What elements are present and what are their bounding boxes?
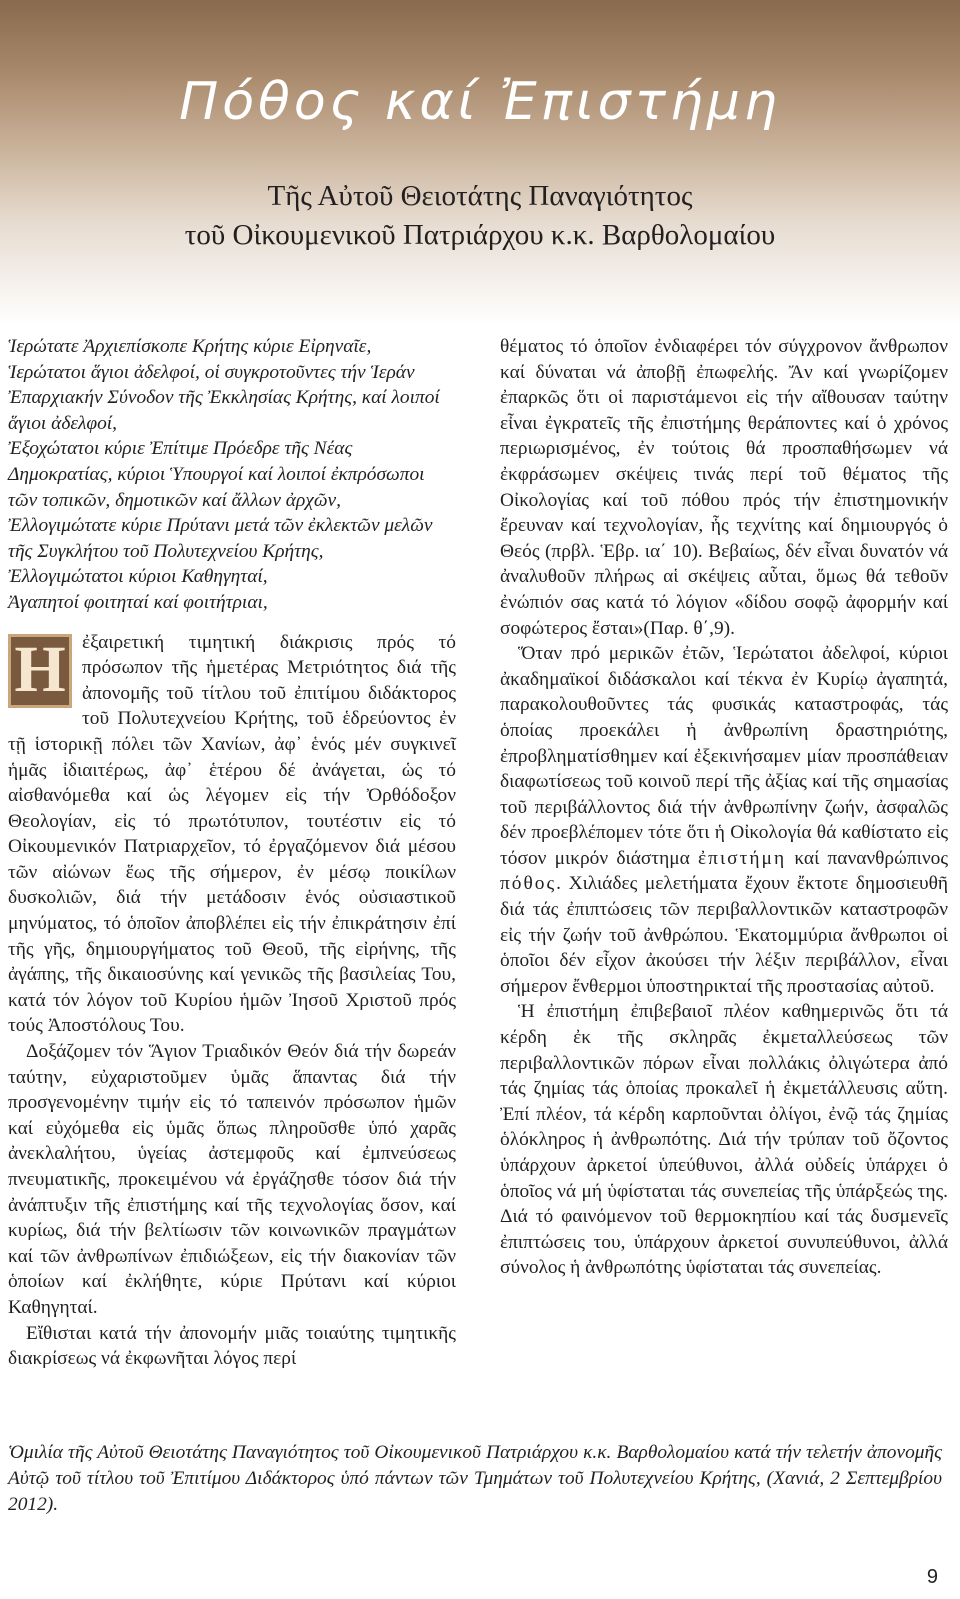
drop-cap: Η [8,634,72,708]
greeting-line: Ἱερώτατοι ἅγιοι ἀδελφοί, οἱ συγκροτοῦντες τήν Ἱεράν Ἐπαρχιακήν Σύνοδον τῆς Ἐκκλησίας Κρήτης, καί λοιποί ἅγιοι ἀδελφοί, [8,361,440,434]
page-number: 9 [926,1566,938,1588]
right-column [500,334,948,1281]
paragraph-text: . Χιλιάδες μελετήματα ἔχουν ἔκτοτε δημοσιευθῆ διά τάς ἐπιπτώσεις τῶν περιβαλλοντικῶν καταστροφῶν εἰς τήν ζωήν τοῦ ἀνθρώπου. Ἑκατομμύρια ἄνθρωποι οἱ ὁποῖοι δέν εἶχον ἀκούσει τήν λέξιν περιβάλλον, εἶναι σήμερον ἔνθερμοι ὑποστηρικταί τῆς προστασίας αὐτοῦ. [500,873,948,997]
emphasis-word: πόθος [500,873,557,895]
page-title: Πόθος καί Ἐπιστήμη [179,72,781,132]
greeting-line: Ἐλλογιμώτατοι κύριοι Καθηγηταί, [8,566,268,588]
body-paragraph [500,641,948,999]
greeting-line: Ἐξοχώτατοι κύριε Ἐπίτιμε Πρόεδρε τῆς Νέας Δημοκρατίας, κύριοι Ὑπουργοί καί λοιποί ἐκπρόσωποι τῶν τοπικῶν, δημοτικῶν καί ἄλλων ἀρχῶν, [8,438,425,511]
body-paragraph: Εἴθισται κατά τήν ἀπονομήν μιᾶς τοιαύτης τιμητικῆς διακρίσεως νά ἐκφωνῆται λόγος περί [8,1322,456,1370]
greeting-line: Ἀγαπητοί φοιτηταί καί φοιτήτριαι, [8,591,268,613]
subtitle-line-2: τοῦ Οἰκουμενικοῦ Πατριάρχου κ.κ. Βαρθολομαίου [184,219,776,251]
header-banner [0,0,960,325]
body-paragraph: Δοξάζομεν τόν Ἅγιον Τριαδικόν Θεόν διά τήν δωρεάν ταύτην, εὐχαριστοῦμεν ὑμᾶς ἅπαντας διά τήν προσγενομένην τιμήν εἰς τό ταπεινόν πρόσωπον ἡμῶν καί εὐχόμεθα εἰς ὑμᾶς ὅπως πληροῦσθε ὑπό χαρᾶς ἀνεκλαλήτου, ὑγείας ἀστεμφοῦς καί ἐμπνεύσεως πνευματικῆς, προκειμένου νά ἐργάζησθε τόσον διά τήν ἀνάπτυξιν τῆς ἐπιστήμης καί τῆς τεχνολογίας ὅσον, καί κυρίως, διά τήν βελτίωσιν τῶν κοινωνικῶν πραγμάτων καί τῶν ἀνθρωπίνων ἐπιδιώξεων, εἰς τήν διακονίαν τῶν ὁποίων καί ἐκλήθητε, κύριε Πρύτανι καί κύριοι Καθηγηταί. [8,1041,456,1318]
paragraph-text: ἐξαιρετική τιμητική διάκρισις πρός τό πρόσωπον τῆς ἡμετέρας Μετριότητος διά τῆς ἀπονομῆς τοῦ τίτλου τοῦ ἐπιτίμου διδάκτορος τοῦ Πολυτεχνείου Κρήτης, τοῦ ἑδρεύοντος ἐν τῇ ἱστορικῇ πόλει τῶν Χανίων, ἀφ᾽ ἑνός μέν συγκινεῖ ἡμᾶς ἰδιαιτέρως, ἀφ᾽ ἑτέρου δέ ἀνάγεται, ὡς τό αἰσθανόμεθα καί ὡς λέγομεν εἰς τήν Ὀρθόδοξον Θεολογίαν, εἰς τό πρωτότυπον, τουτέστιν εἰς τό Οἰκουμενικόν Πατριαρχεῖον, τό ἐργαζόμενον διά μέσου τῶν αἰώνων ἕως τῆς σήμερον, ἐν μέσῳ ποικίλων δυσκολιῶν, διά τήν μετάδοσιν ἑνός οὐσιαστικοῦ μηνύματος, τό ὁποῖον ἀποβλέπει εἰς τήν ἐπικράτησιν ἐπί τῆς γῆς, δημιουργήματος τοῦ Θεοῦ, τῆς εἰρήνης, τῆς ἀγάπης, τῆς δικαιοσύνης καί γενικῶς τῆς βασιλείας Του, κατά τόν λόγον τοῦ Κυρίου ἡμῶν Ἰησοῦ Χριστοῦ πρός τούς Ἀποστόλους Του. [8,631,456,1037]
subtitle-line-1: Τῆς Αὐτοῦ Θειοτάτης Παναγιότητος [267,180,693,212]
body-paragraph: θέματος τό ὁποῖον ἐνδιαφέρει τόν σύγχρονον ἄνθρωπον καί δύναται νά ἀποβῇ ἐπωφελής. Ἄν καί γνωρίζομεν ἐπαρκῶς ὅτι οἱ παριστάμενοι εἰς τήν αἴθουσαν ταύτην εἶναι ἐγκρατεῖς τῆς ἐπιστήμης θεράποντες καί ὁ χρόνος περιωρισμένος, ἐν τούτοις θά προσπαθήσωμεν νά ἐκφράσωμεν σκέψεις τινάς περί τοῦ θέματος τῆς Οἰκολογίας καί τοῦ πόθου πρός τήν ἐπιστημονικήν ἔρευναν καί τεχνολογίαν, ἧς τεχνίτης καί δημιουργός ὁ Θεός (πρβλ. Ἑβρ. ια΄ 10). Βεβαίως, δέν εἶναι δυνατόν νά ἀναλυθοῦν πλήρως αἱ σκέψεις αὗται, ὅμως θά τεθοῦν ἐνώπιόν σας κατά τό λόγιον «δίδου σοφῷ ἀφορμήν καί σοφώτερος ἔσται»(Παρ. θ΄,9). [500,336,948,639]
greeting-line: Ἐλλογιμώτατε κύριε Πρύτανι μετά τῶν ἐκλεκτῶν μελῶν τῆς Συγκλήτου τοῦ Πολυτεχνείου Κρήτης, [8,515,433,562]
body-paragraph [8,630,456,1040]
paragraph-text: Ὅταν πρό μερικῶν ἐτῶν, Ἱερώτατοι ἀδελφοί, κύριοι ἀκαδημαϊκοί διδάσκαλοι καί τέκνα ἐν Κυρίῳ ἀγαπητά, παρακολουθοῦντες τάς φυσικάς καταστροφάς, τάς ὁποίας προεκάλει ἡ ἀνθρωπίνη δραστηριότης, ἐπροβληματίσθημεν καί ἐξεκινήσαμεν μίαν προσπάθειαν διαφωτίσεως τοῦ κοινοῦ περί τῆς ἀξίας καί τῆς σημασίας τοῦ περιβάλλοντος διά τήν ἀνθρωπίνην ζωήν, ἀσφαλῶς δέν προεβλέπομεν τότε ὅτι ἡ Οἰκολογία θά καθίστατο εἰς τόσον μικρόν διάστημα [500,643,948,869]
paragraph-text: καί πανανθρώπινος [794,847,949,869]
greeting-line: Ἱερώτατε Ἀρχιεπίσκοπε Κρήτης κύριε Εἰρηναῖε, [8,336,372,357]
emphasis-word: ἐπιστήμη [698,847,787,869]
footer-caption: Ὁμιλία τῆς Αὐτοῦ Θειοτάτης Παναγιότητος τοῦ Οἰκουμενικοῦ Πατριάρχου κ.κ. Βαρθολομαίου κατά τήν τελετήν ἀπονομῆς Αὐτῷ τοῦ τίτλου τοῦ Ἐπιτίμου Διδάκτορος ὑπό πάντων τῶν Τμημάτων τοῦ Πολυτεχνείου Κρήτης, (Χανιά, 2 Σεπτεμβρίου 2012). [8,1442,942,1515]
left-column [8,334,456,1372]
body-paragraph: Ἡ ἐπιστήμη ἐπιβεβαιοῖ πλέον καθημερινῶς ὅτι τά κέρδη ἐκ τῆς σκληρᾶς ἐκμεταλλεύσεως τῶν περιβαλλοντικῶν πόρων εἶναι πολλάκις ὀλιγώτερα ἀπό τάς ζημίας τάς ὁποίας προκαλεῖ ἡ ἐκμετάλλευσις αὕτη. Ἐπί πλέον, τά κέρδη καρποῦνται ὀλίγοι, ἐνῷ τάς ζημίας ὁλόκληρος ἡ ἀνθρωπότης. Διά τήν τρύπαν τοῦ ὄζοντος ὑπάρχουν ἀρκετοί ὑπεύθυνοι, ἀλλά οὐδείς ὑπάρχει ὁ ὁποῖος νά μή ὑφίσταται τάς συνεπείας τῆς ὑπάρξεώς της. Διά τό φαινόμενον τοῦ θερμοκηπίου καί τάς δυσμενεῖς ἐπιπτώσεις του, ὑπάρχουν ἀρκετοί συνυπεύθυνοι, ἀλλά σύνολος ἡ ἀνθρωπότης ὑφίσταται τάς συνεπείας. [500,1001,948,1279]
